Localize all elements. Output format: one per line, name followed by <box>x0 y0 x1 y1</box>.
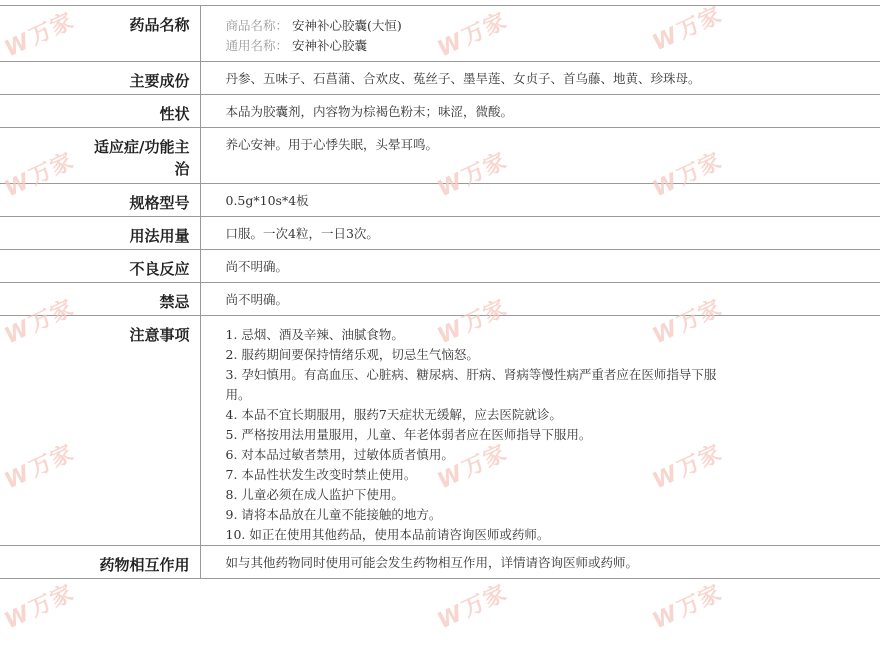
label-line-2: 治 <box>174 160 190 178</box>
precaution-item: 5. 严格按用法用量服用，儿童、年老体弱者应在医师指导下服用。 <box>225 427 592 442</box>
row-label <box>0 128 200 184</box>
row-label: 性状 <box>0 95 200 128</box>
row-value: 口服。一次4粒，一日3次。 <box>200 217 880 250</box>
watermark-logo: W万家 <box>0 8 78 63</box>
generic-name-value: 安神补心胶囊 <box>292 38 368 53</box>
drug-info-table <box>0 5 880 579</box>
row-value: 尚不明确。 <box>200 283 880 316</box>
row-value: 尚不明确。 <box>200 250 880 283</box>
trade-name-value: 安神补心胶囊(大恒) <box>292 18 402 33</box>
watermark-logo: W万家 <box>433 148 511 203</box>
row-drug-name <box>0 6 880 62</box>
precaution-item: 9. 请将本品放在儿童不能接触的地方。 <box>225 507 442 522</box>
row-label: 不良反应 <box>0 250 200 283</box>
precaution-item: 8. 儿童必须在成人监护下使用。 <box>225 487 404 502</box>
precaution-item: 1. 忌烟、酒及辛辣、油腻食物。 <box>225 327 404 342</box>
precaution-item: 4. 本品不宜长期服用，服药7天症状无缓解，应去医院就诊。 <box>225 407 562 422</box>
watermark-logo: W万家 <box>0 295 78 350</box>
row-label: 药品名称 <box>0 6 200 62</box>
row-adverse-reactions <box>0 250 880 283</box>
precaution-item: 7. 本品性状发生改变时禁止使用。 <box>225 467 417 482</box>
watermark-logo: W万家 <box>648 148 726 203</box>
watermark-logo: W万家 <box>433 440 511 495</box>
row-label: 注意事项 <box>0 316 200 546</box>
precautions-list <box>200 316 880 546</box>
watermark-logo: W万家 <box>0 580 78 635</box>
row-label: 禁忌 <box>0 283 200 316</box>
row-specification <box>0 184 880 217</box>
row-label: 用法用量 <box>0 217 200 250</box>
row-value: 如与其他药物同时使用可能会发生药物相互作用，详情请咨询医师或药师。 <box>200 546 880 579</box>
row-value: 养心安神。用于心悸失眠，头晕耳鸣。 <box>200 128 880 184</box>
row-label: 主要成份 <box>0 62 200 95</box>
row-ingredients <box>0 62 880 95</box>
label-line-1: 适应症/功能主 <box>94 138 190 156</box>
precaution-item: 2. 服药期间要保持情绪乐观，切忌生气恼怒。 <box>225 347 479 362</box>
row-value <box>200 6 880 62</box>
watermark-logo: W万家 <box>648 2 726 57</box>
row-properties <box>0 95 880 128</box>
watermark-logo: W万家 <box>0 148 78 203</box>
generic-name <box>226 36 880 56</box>
watermark-logo: W万家 <box>433 295 511 350</box>
watermark-logo: W万家 <box>0 440 78 495</box>
row-dosage <box>0 217 880 250</box>
precaution-item: 3. 孕妇慎用。有高血压、心脏病、糖尿病、肝病、肾病等慢性病严重者应在医师指导下服 <box>225 367 717 382</box>
row-label: 药物相互作用 <box>0 546 200 579</box>
row-indications <box>0 128 880 184</box>
row-label: 规格型号 <box>0 184 200 217</box>
watermark-logo: W万家 <box>433 580 511 635</box>
row-precautions <box>0 316 880 546</box>
precaution-item: 6. 对本品过敏者禁用，过敏体质者慎用。 <box>225 447 454 462</box>
precaution-item: 用。 <box>225 387 251 402</box>
precaution-item: 10. 如正在使用其他药品，使用本品前请咨询医师或药师。 <box>225 527 550 542</box>
row-value: 丹参、五味子、石菖蒲、合欢皮、菟丝子、墨旱莲、女贞子、首乌藤、地黄、珍珠母。 <box>200 62 880 95</box>
watermark-logo: W万家 <box>648 295 726 350</box>
row-value: 本品为胶囊剂，内容物为棕褐色粉末；味涩，微酸。 <box>200 95 880 128</box>
row-interactions <box>0 546 880 579</box>
row-value: 0.5g*10s*4板 <box>200 184 880 217</box>
watermark-logo: W万家 <box>648 580 726 635</box>
generic-name-label: 通用名称： <box>225 38 289 53</box>
watermark-logo: W万家 <box>433 8 511 63</box>
row-contraindications <box>0 283 880 316</box>
watermark-logo: W万家 <box>648 440 726 495</box>
trade-name <box>226 16 880 36</box>
trade-name-label: 商品名称： <box>225 18 289 33</box>
